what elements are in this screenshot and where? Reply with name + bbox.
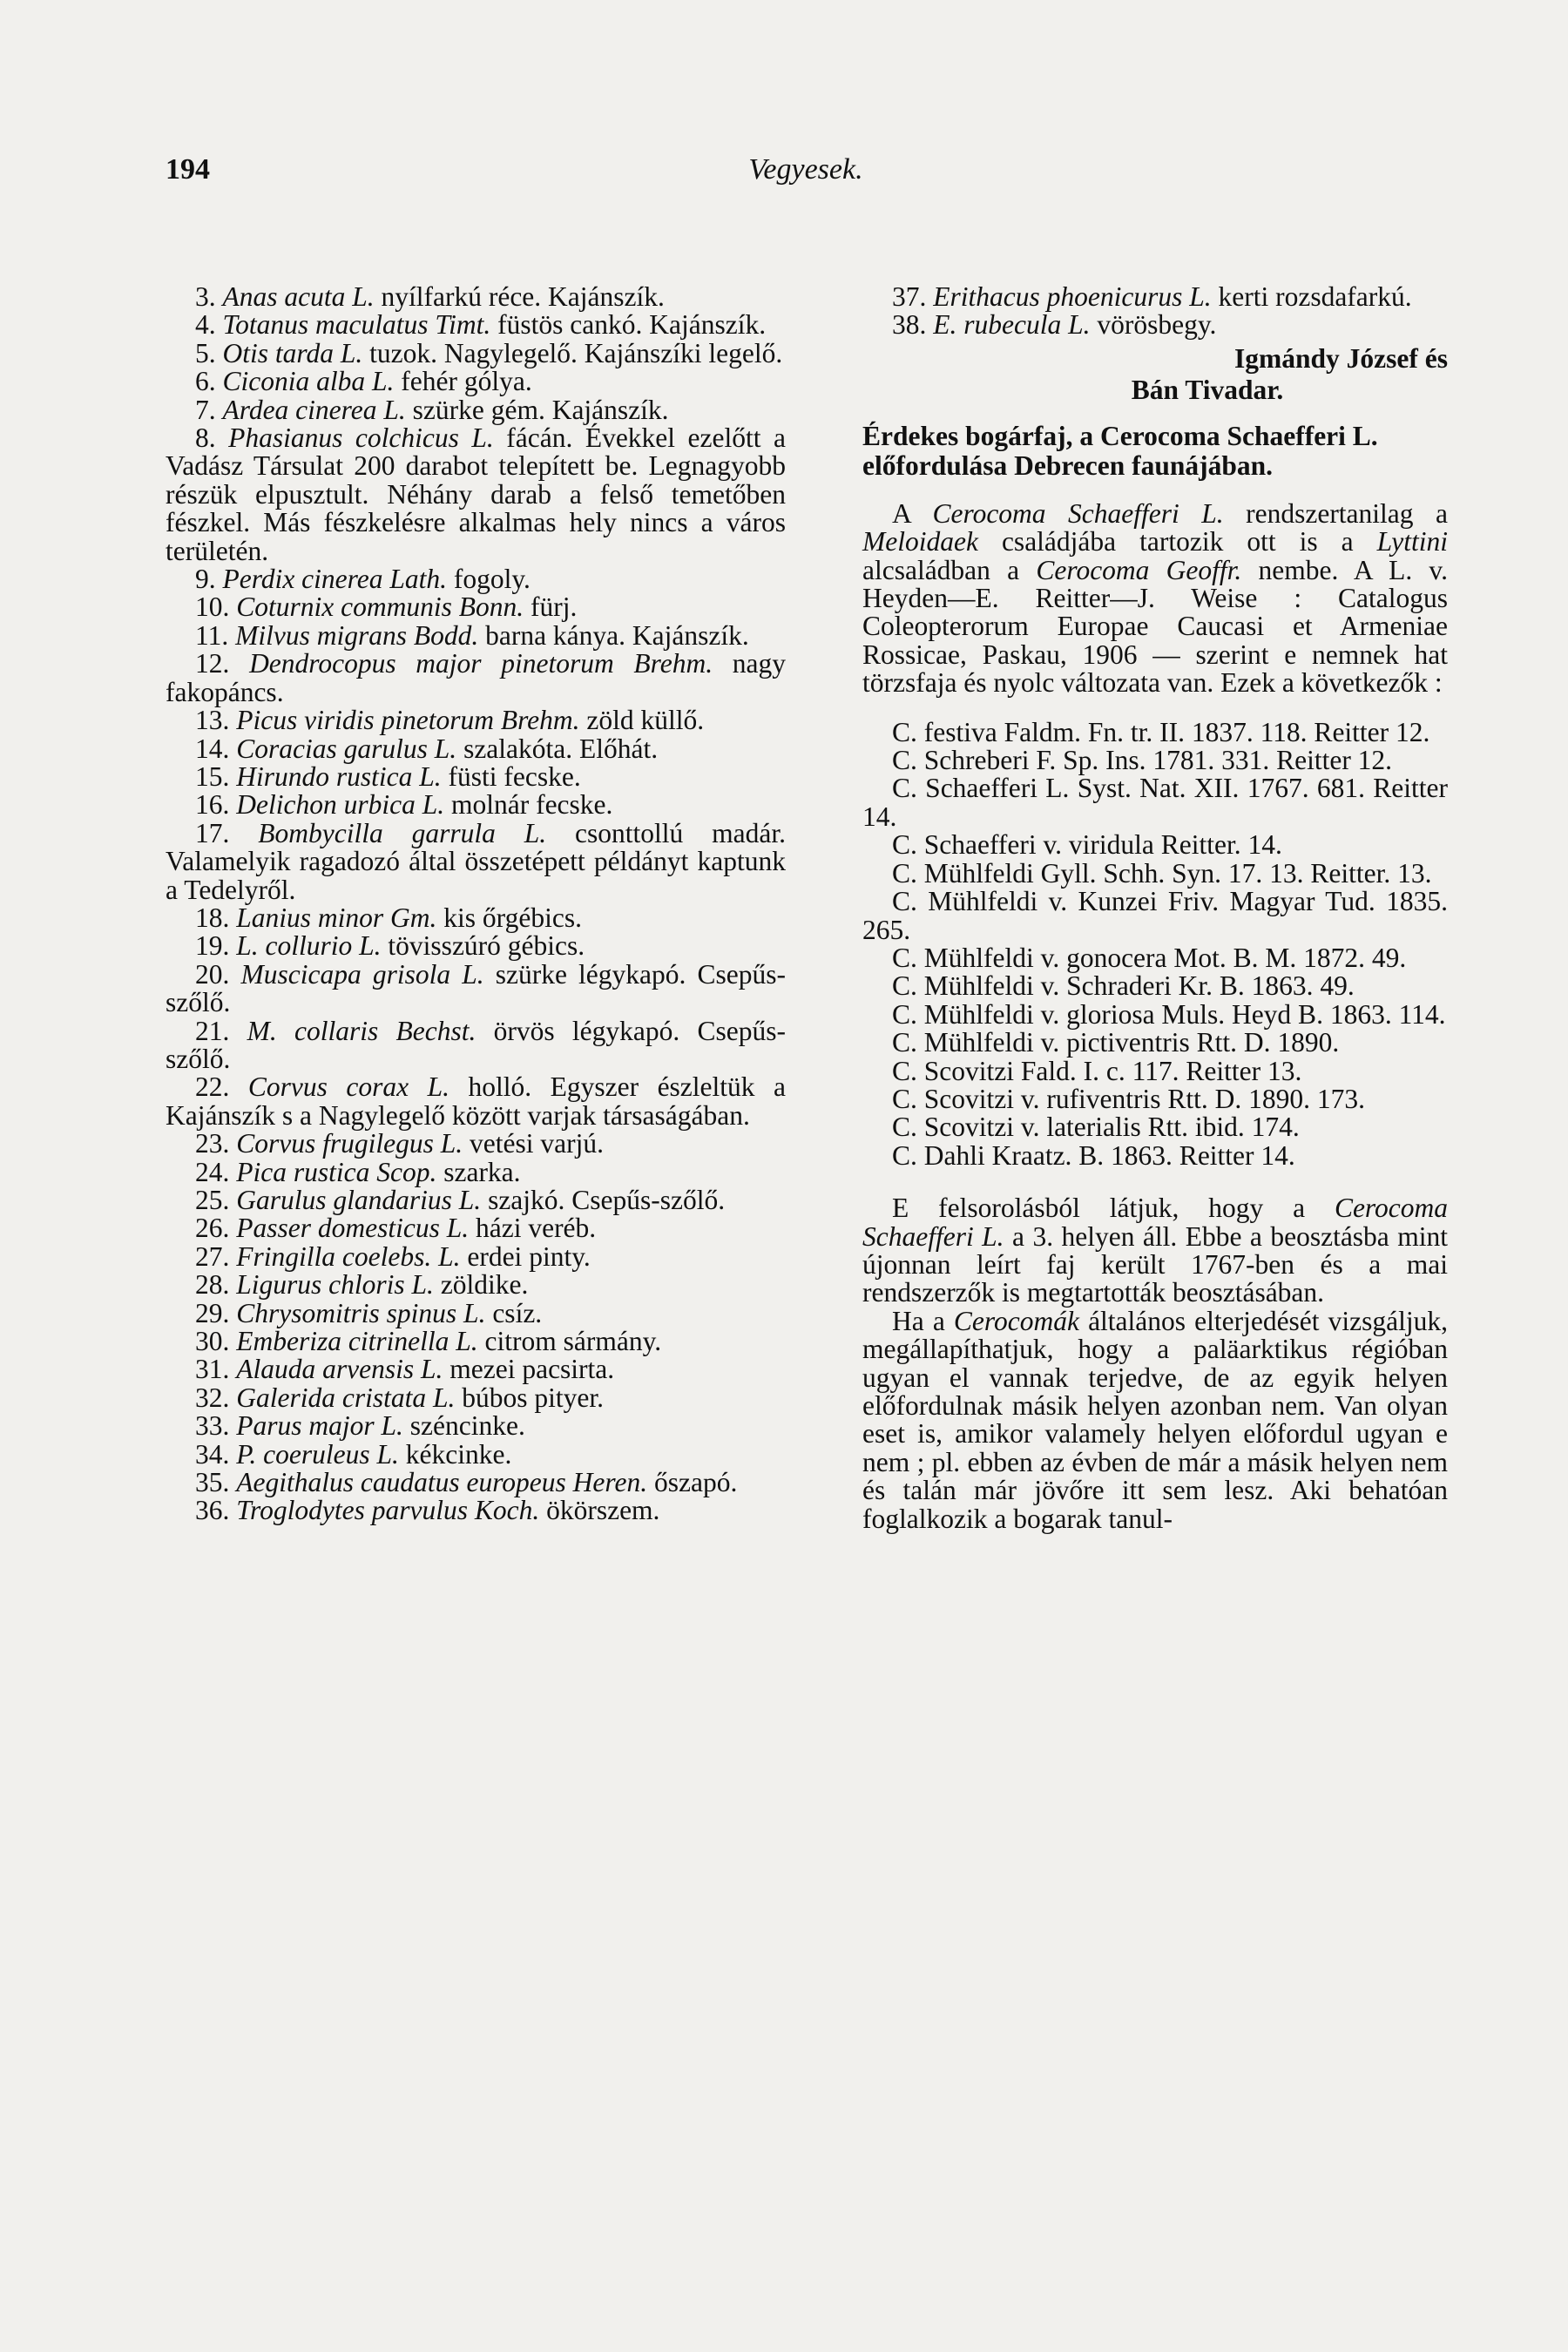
entry-text: szürke légykapó. Csepűs-szőlő. [166,958,786,1018]
scientific-name: M. collaris Bechst. [247,1015,476,1046]
species-entry [166,1156,786,1187]
entry-number: 28. [195,1269,230,1301]
intro-paragraph: A Cerocoma Schaefferi L. rendszertanilag a Meloidaek családjába tartozik ott is a Lyttini alcsaládban a Cerocoma Geoffr. nembe. A L. v. Heyden—E. Reitter—J. Weise : Catalogus Coleopterorum Europae Caucasi et Armeniae Rossicae, Paskau, 1906 — szerint e nemnek hat törzsfaja és nyolc változata van. Ezek a következők : [862,497,1448,699]
entry-number: 22. [195,1071,230,1103]
species-entry [166,958,786,1018]
scientific-name: Aegithalus caudatus europeus Heren. [236,1467,648,1498]
scientific-name: Coracias garulus L. [236,733,457,764]
entry-text: füsti fecske. [441,760,581,792]
entry-text: házi veréb. [469,1213,597,1244]
entry-text: szarka. [436,1156,521,1187]
scientific-name: Hirundo rustica L. [236,760,442,792]
entry-text: fogoly. [446,564,531,595]
entry-text: örvös légykapó. Csepűs-szőlő. [166,1015,786,1074]
scientific-name: Lanius minor Gm. [236,902,437,933]
entry-number: 31. [195,1354,230,1385]
scientific-name: Corvus corax L. [247,1071,449,1103]
species-entry [862,311,1448,339]
entry-text: mezei pacsirta. [443,1354,615,1385]
scientific-name: Parus major L. [236,1410,403,1442]
scientific-name: Ardea cinerea L. [222,394,406,425]
species-entry [166,735,786,763]
entry-text: tuzok. Nagylegelő. Kajánszíki legelő. [362,337,783,368]
page-number: 194 [166,153,210,186]
entry-number: 9. [195,564,216,595]
paragraph-1: E felsorolásból látjuk, hogy a Cerocoma Schaefferi L. a 3. helyen áll. Ebbe a beosztásba mint újonnan leírt faj került 1767-ben és a mai rendszerzők is megtartották beosztásában. [862,1193,1448,1308]
entry-number: 12. [195,648,230,679]
species-entry [166,396,786,424]
entry-number: 6. [195,366,216,397]
species-entry [166,1355,786,1383]
species-list-item: C. Scovitzi v. laterialis Rtt. ibid. 174. [892,1112,1300,1143]
scientific-name: Delichon urbica L. [236,789,445,821]
species-list-item: C. Mühlfeldi v. gonocera Mot. B. M. 1872. 49. [892,942,1407,973]
entry-number: 36. [195,1495,230,1526]
species-entry [166,1384,786,1412]
species-entry [166,337,786,368]
species-entry [166,1328,786,1355]
entry-number: 21. [195,1015,230,1046]
scientific-name: Muscicapa grisola L. [240,958,484,990]
entry-number: 30. [195,1326,230,1357]
entry-number: 34. [195,1438,230,1470]
species-entry [166,1073,786,1130]
species-entry [166,791,786,819]
entry-number: 7. [195,394,216,425]
scientific-name: Pica rustica Scop. [236,1156,437,1187]
species-entry [166,1186,786,1214]
entry-number: 15. [195,760,230,792]
entry-text: holló. Egyszer észleltük a Kajánszík s a Nagylegelő között varjak társaságában. [166,1071,787,1131]
entry-text: molnár fecske. [444,789,613,821]
species-entry [166,650,786,706]
entry-number: 25. [195,1185,230,1215]
entry-number: 14. [195,733,230,764]
scientific-name: Galerida cristata L. [236,1382,456,1413]
entry-number: 23. [195,1128,230,1159]
page-header [166,153,1446,197]
entry-number: 8. [195,422,216,454]
entry-number: 5. [195,337,216,368]
species-list-item: C. Dahli Kraatz. B. 1863. Reitter 14. [892,1139,1295,1171]
entry-text: fürj. [524,591,578,623]
entry-text: kékcinke. [398,1438,512,1470]
scientific-name: Passer domesticus L. [236,1213,470,1244]
species-list-item: C. Scovitzi v. rufiventris Rtt. D. 1890. 173. [892,1083,1366,1114]
entry-text: füstös cankó. Kajánszík. [490,309,767,341]
entry-number: 4. [195,309,216,341]
entry-text: vetési varjú. [463,1128,604,1159]
entry-text: csonttollú madár. Valamelyik ragadozó által összetépett példányt kaptunk a Tedelyről. [166,817,787,905]
entry-text: fácán. Évekkel ezelőtt a Vadász Társulat 200 darabot telepített be. Legnagyobb részük elpusztult. Néhány darab a felső temetőben fészkel. Más fészkelésre alkalmas hely nincs a város területén. [166,422,786,566]
species-entry [166,1438,786,1470]
scientific-name: Anas acuta L. [222,281,375,312]
species-list-item: C. Mühlfeldi v. Schraderi Kr. B. 1863. 49. [892,970,1355,1002]
entry-text: vörösbegy. [1090,309,1217,341]
species-entry [166,1297,786,1328]
species-entry [166,1271,786,1299]
entry-number: 33. [195,1410,230,1442]
species-entry [166,311,786,339]
scientific-name: Ligurus chloris L. [236,1269,434,1301]
author-signature [862,343,1448,406]
species-entry [166,283,786,311]
scientific-name: L. collurio L. [236,930,382,962]
species-list-item: C. Schaefferi v. viridula Reitter. 14. [892,829,1282,861]
right-column [862,283,1448,1533]
entry-text: kis őrgébics. [436,902,582,933]
species-entry [166,1017,786,1074]
scientific-name: Otis tarda L. [222,337,363,368]
scientific-name: Chrysomitris spinus L. [236,1297,486,1328]
species-entry [166,1130,786,1158]
species-entry [166,706,786,734]
entry-number: 3. [195,281,216,312]
right-entry-list [862,283,1448,340]
scientific-name: Milvus migrans Bodd. [235,619,479,651]
species-list [862,716,1448,1171]
scientific-name: Troglodytes parvulus Koch. [236,1495,540,1526]
scientific-name: Erithacus phoenicurus L. [933,281,1212,312]
scientific-name: Bombycilla garrula L. [258,817,547,848]
entry-number: 19. [195,930,230,962]
scientific-name: Emberiza citrinella L. [236,1326,478,1357]
species-entry [166,1240,786,1272]
scientific-name: Coturnix communis Bonn. [236,591,524,623]
scientific-name: E. rubecula L. [933,309,1091,341]
species-list-item: C. Schreberi F. Sp. Ins. 1781. 331. Reitter 12. [892,745,1393,776]
scientific-name: Alauda arvensis L. [236,1354,443,1385]
species-entry [166,1412,786,1440]
species-entry [166,760,786,792]
species-list-item: C. festiva Faldm. Fn. tr. II. 1837. 118. Reitter 12. [892,716,1430,747]
entry-text: nyílfarkú réce. Kajánszík. [374,281,665,312]
scientific-name: Fringilla coelebs. L. [236,1240,461,1272]
entry-number: 10. [195,591,230,623]
entry-number: 35. [195,1467,230,1498]
species-entry [166,1214,786,1242]
species-list-item: C. Scovitzi Fald. I. c. 117. Reitter 13. [892,1055,1302,1086]
left-column [166,283,786,1525]
entry-text: búbos pityer. [455,1382,605,1413]
entry-text: ökörszem. [539,1495,660,1526]
scientific-name: Dendrocopus major pinetorum Brehm. [249,648,713,679]
scientific-name: Perdix cinerea Lath. [222,564,447,595]
entry-number: 24. [195,1156,230,1187]
entry-number: 20. [195,958,230,990]
scientific-name: Phasianus colchicus L. [228,422,494,454]
scientific-name: P. coeruleus L. [236,1438,399,1470]
species-entry [166,619,786,651]
entry-text: erdei pinty. [460,1240,591,1272]
entry-text: zöldike. [433,1269,529,1301]
entry-number: 26. [195,1213,230,1244]
species-list-item: C. Mühlfeldi v. pictiventris Rtt. D. 1890. [892,1027,1340,1058]
signature-line-1: Igmándy József és [1234,342,1448,374]
entry-number: 27. [195,1240,230,1272]
species-entry [166,1497,786,1524]
entry-text: barna kánya. Kajánszík. [478,619,749,651]
article-title: Érdekes bogárfaj, a Cerocoma Schaefferi L. előfordulása Debrecen faunájában. [862,420,1378,481]
species-entry [166,932,786,960]
species-entry [166,424,786,565]
species-entry [166,1469,786,1497]
species-entry [166,565,786,593]
entry-number: 17. [195,817,230,848]
species-entry [862,283,1448,311]
entry-text: kerti rozsdafarkú. [1211,281,1412,312]
entry-text: szajkó. Csepűs-szőlő. [481,1185,726,1215]
entry-text: fehér gólya. [394,366,532,397]
species-entry [166,817,787,905]
entry-text: tövisszúró gébics. [381,930,585,962]
scientific-name: Garulus glandarius L. [236,1185,482,1215]
entry-text: nagy fakopáncs. [166,648,787,707]
scientific-name: Ciconia alba L. [222,366,395,397]
species-list-item: C. Schaefferi L. Syst. Nat. XII. 1767. 681. Reitter 14. [862,773,1448,832]
entry-number: 32. [195,1382,230,1413]
entry-number: 37. [892,281,927,312]
entry-text: széncinke. [402,1410,525,1442]
species-list-item: C. Mühlfeldi Gyll. Schh. Syn. 17. 13. Reitter. 13. [892,857,1432,889]
running-title: Vegyesek. [748,153,863,186]
paragraph-2: Ha a Cerocomák általános elterjedését vizsgáljuk, megállapíthatjuk, hogy a paläarktikus régióban ugyan el vannak terjedve, de az egyik helyen előfordulnak másik helyen azonban nem. Van olyan eset is, amikor valamely helyen előfordul ugyan e nem ; pl. ebben az évben de már a másik helyen nem és talán már jövőre itt sem lesz. Aki behatóan foglalkozik a bogarak tanul- [862,1305,1448,1534]
scientific-name: Corvus frugilegus L. [236,1128,463,1159]
entry-number: 11. [195,619,229,651]
entry-number: 16. [195,789,230,821]
species-list-item: C. Mühlfeldi v. gloriosa Muls. Heyd B. 1863. 114. [892,998,1446,1030]
species-entry [166,593,786,621]
signature-line-2: Bán Tivadar. [1131,374,1284,405]
entry-number: 29. [195,1297,230,1328]
scientific-name: Totanus maculatus Timt. [222,309,491,341]
species-entry [166,368,786,395]
entry-text: szalakóta. Előhát. [456,733,659,764]
entry-text: őszapó. [647,1467,738,1498]
scientific-name: Picus viridis pinetorum Brehm. [236,705,580,736]
entry-text: szürke gém. Kajánszík. [405,394,669,425]
entry-number: 18. [195,902,230,933]
entry-text: csíz. [485,1297,543,1328]
species-list-item: C. Mühlfeldi v. Kunzei Friv. Magyar Tud. 1835. 265. [862,886,1448,945]
entry-text: zöld küllő. [579,705,705,736]
species-entry [166,904,786,932]
entry-text: citrom sármány. [477,1326,662,1357]
entry-number: 13. [195,705,230,736]
entry-number: 38. [892,309,927,341]
